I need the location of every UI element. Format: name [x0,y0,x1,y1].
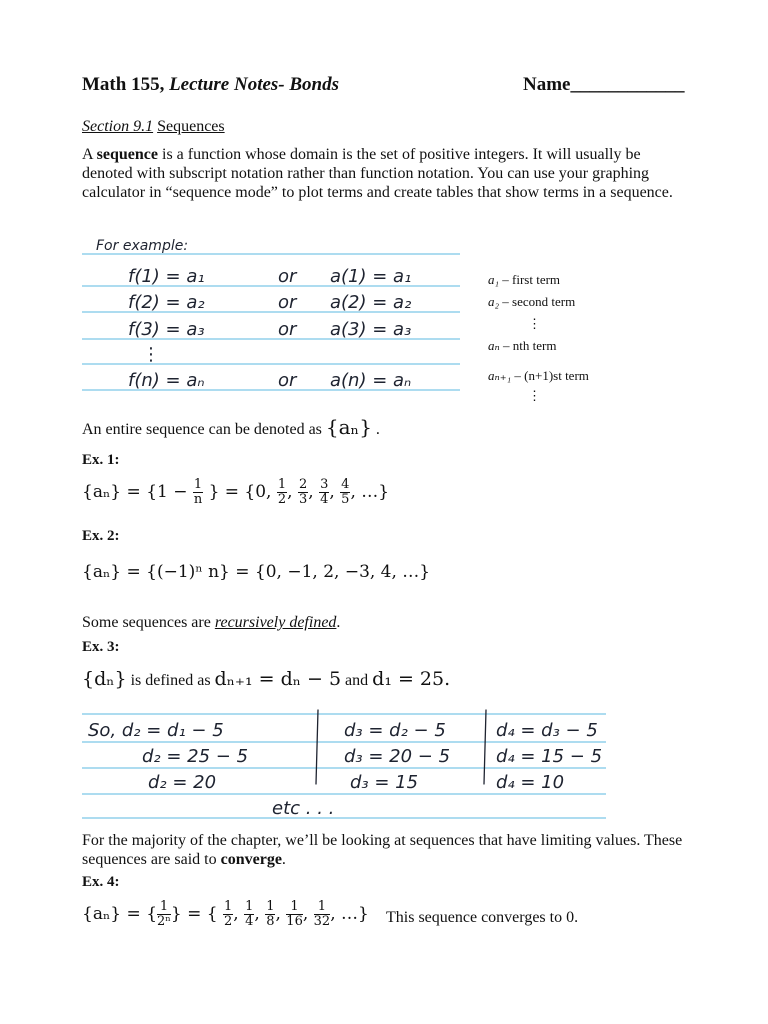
term-note [488,338,589,368]
frac-num: 1 [224,899,233,914]
example-3-definition [82,668,450,690]
ex1-term [298,478,308,507]
ex4-term [314,900,331,929]
page-title [82,74,339,96]
term-note-text: – (n+1)st term [514,368,589,383]
term-note [488,368,589,388]
ex4-term [223,900,233,929]
recursive-end: . [336,614,341,631]
entire-sequence-line [82,415,692,439]
hw-col1-line2: d₂ = 25 − 5 [142,746,249,767]
example-4-label: Ex. 4: [82,874,120,890]
term-notes [488,272,589,404]
ex3-formula: dₙ₊₁ = dₙ − 5 [214,668,342,690]
frac-den: 32 [313,914,331,929]
course-label: Math 155, [82,74,165,95]
term-note-sym: a₁ [488,272,500,287]
ex1-tail: …} [361,482,390,502]
hw-row2-mid: or [278,292,297,313]
entire-end: . [375,421,380,438]
term-note-sym: aₙ [488,338,500,353]
ex4-general-term [157,900,171,929]
section-number: Section 9.1 [82,118,154,135]
ex3-sym: {dₙ} [82,668,127,690]
section-title: Sequences [157,118,225,135]
frac-num: 1 [286,900,303,915]
frac-den: 2 [224,914,233,929]
ex4-term [244,900,254,929]
ex1-term [340,478,350,507]
entire-sym: {aₙ} [325,415,372,439]
hw-row2-right: a(2) = a₂ [330,292,412,313]
hw-row5-right: a(n) = aₙ [330,370,412,391]
hw-row5-mid: or [278,370,297,391]
recursive-lead: Some sequences are [82,614,215,631]
hw-heading: For example: [96,238,189,254]
term-note [488,316,589,338]
converge-term: converge [220,851,282,868]
hw-row3-left: f(3) = a₃ [128,319,205,340]
term-note [488,272,589,294]
ex3-text: is defined as [130,672,211,689]
frac-den: n [193,492,203,507]
frac-den: 4 [320,492,329,507]
term-note-text: – first term [502,272,561,287]
term-note-sym: aₙ₊₁ [488,368,512,383]
frac-num: 4 [341,477,350,492]
hw-row1-right: a(1) = a₁ [330,266,412,287]
frac-den: 8 [266,914,275,929]
frac-den: 16 [286,914,303,929]
hw-row4-left: ⋮ [142,344,160,365]
ex4-tail: …} [341,904,369,924]
frac-num: 1 [193,477,203,492]
frac-den: 2 [277,492,287,507]
ex4-term [286,900,303,929]
intro-paragraph [82,145,692,202]
intro-rest: is a function whose domain is the set of positive integers. It will usually be denoted with subscript notation rather than function notation. You can use your graphing calculator in “sequence mode” to plot terms and create tables that show terms in a sequence. [82,146,673,201]
term-note-text: – second term [502,294,576,309]
hw-col2-line3: d₃ = 15 [350,772,419,793]
frac-den: 2ⁿ [157,914,171,929]
ex1-term [319,478,329,507]
hw-col2-line1: d₃ = d₂ − 5 [344,720,446,741]
frac-den: 3 [298,492,308,507]
hw-row3-right: a(3) = a₃ [330,319,412,340]
hw-row2-left: f(2) = a₂ [128,292,205,313]
frac-den: 4 [245,914,254,929]
ex3-and: and [345,672,369,689]
hw-row5-left: f(n) = aₙ [128,370,205,391]
section-heading [82,118,225,136]
term-note [488,388,589,404]
frac-num: 3 [320,477,329,492]
hw-col2-line2: d₃ = 20 − 5 [344,746,451,767]
ex3-init: d₁ = 25. [372,668,451,690]
intro-lead: A [82,146,97,163]
ex1-one-minus: {1 − [146,482,188,502]
frac-num: 1 [245,899,254,914]
term-note [488,294,589,316]
recursive-term: recursively defined [214,614,337,631]
example-3-label: Ex. 3: [82,639,120,655]
ex4-term [265,900,275,929]
term-note-sym: ⋮ [528,388,541,403]
hw-col1-line3: d₂ = 20 [148,772,217,793]
example-2-expression: {aₙ} = {(−1)ⁿ n} = {0, −1, 2, −3, 4, …} [82,562,431,582]
hw-row1-mid: or [278,266,297,287]
term-note-sym: a₂ [488,294,500,309]
frac-den: 5 [341,492,350,507]
hw-row3-mid: or [278,319,297,340]
term-note-text: – nth term [503,338,557,353]
hw-col3-line3: d₄ = 10 [496,772,565,793]
example-1-label: Ex. 1: [82,452,120,468]
lecture-subtitle: Lecture Notes- Bonds [169,74,340,95]
hw-col3-line1: d₄ = d₃ − 5 [496,720,598,741]
converge-paragraph [82,831,692,869]
example-1-expression: {aₙ} = {1 − $\frac{1}{n}$ } = {0, $\frac{1}{2}$ , $\frac{2}{3}$ , $\frac{3}{4}$ , $\frac{4}{5}$ , …} [82,477,390,507]
ex4-lhs: {aₙ} = [82,904,141,924]
ex1-fraction [193,478,203,507]
term-note-sym: ⋮ [528,316,541,331]
hw-col1-line1: So, d₂ = d₁ − 5 [88,720,224,741]
hw-col3-line2: d₄ = 15 − 5 [496,746,603,767]
ex1-lhs: {aₙ} = [82,482,141,502]
entire-text: An entire sequence can be denoted as [82,421,322,438]
recursive-line [82,613,692,632]
example-2-label: Ex. 2: [82,528,120,544]
frac-num: 2 [298,477,308,492]
handwritten-recursion-block [82,702,606,822]
intro-term: sequence [96,146,158,163]
handwritten-example-block [82,232,460,402]
frac-num: 1 [277,477,287,492]
example-4-expression: {aₙ} = { $\frac{1}{\text{2ⁿ}}$ } = { $\frac{1}{2}$ , $\frac{1}{4}$ , $\frac{1}{8}$ , $\frac{1}{16}$ , $\frac{1}{32}$ , …} [82,899,369,929]
frac-num: 1 [266,899,275,914]
frac-num: 1 [157,900,171,915]
converge-lead: For the majority of the chapter, we’ll be looking at sequences that have limiting values. These sequences are said to [82,832,683,868]
ex1-eq: } = {0, [208,482,272,502]
hw-etc: etc . . . [272,798,335,819]
converge-note: This sequence converges to 0. [386,909,579,926]
frac-num: 1 [314,900,331,915]
converge-end: . [281,851,286,868]
name-field-label: Name____________ [523,74,685,95]
hw-row1-left: f(1) = a₁ [128,266,205,287]
ex1-term [277,478,287,507]
